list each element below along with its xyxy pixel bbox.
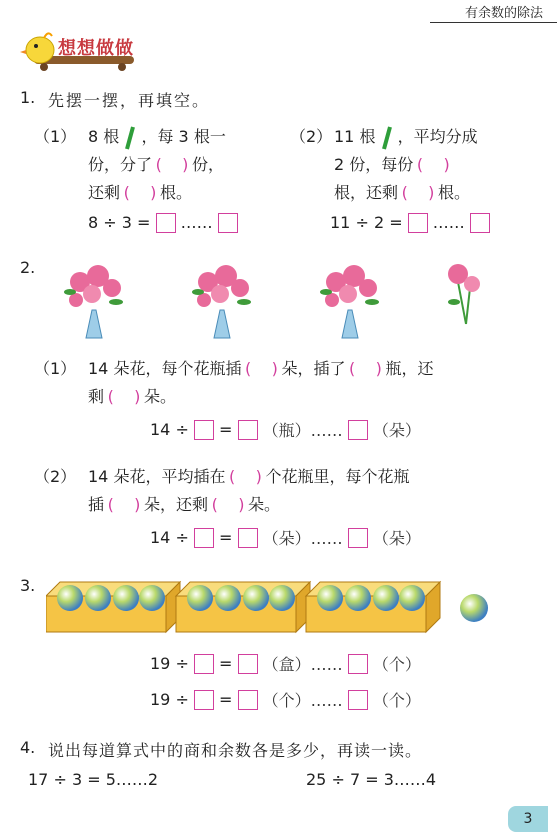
page-number: 3 [508, 806, 548, 832]
section-title: 想想做做 [58, 38, 134, 59]
eq-text: 19 ÷ [150, 690, 189, 709]
eq-text: 14 ÷ [150, 420, 189, 439]
answer-box[interactable] [238, 528, 258, 548]
eq-text: 11 ÷ 2 = [330, 213, 403, 232]
blank-paren[interactable]: ( ) [211, 495, 245, 514]
q1-p1-line2 [88, 152, 224, 175]
q2-p2-line2-b: 朵，还剩 [144, 495, 209, 514]
q2-p1-tag: （1） [34, 359, 77, 378]
q2-p1-line2 [88, 384, 176, 407]
answer-box[interactable] [194, 528, 214, 548]
eq-dots: …… [432, 213, 465, 232]
q4-equation-2: 25 ÷ 7 = 3……4 [306, 770, 437, 789]
q1-p1-line1-a: 8 根 [88, 127, 120, 146]
blank-paren[interactable]: ( ) [229, 467, 262, 486]
q2-p1-line1 [88, 356, 433, 379]
answer-box[interactable] [348, 654, 368, 674]
q1-p2-line1-b: ，平均分成 [397, 127, 478, 146]
q2-p2-line2-a: 插 [88, 495, 105, 514]
q1-p2-line3-a: 根，还剩 [334, 183, 399, 202]
green-stick-icon [381, 125, 393, 151]
blank-paren[interactable]: ( ) [123, 183, 157, 202]
blank-paren[interactable]: ( ) [107, 495, 141, 514]
eq-equals: = [219, 420, 233, 439]
q1-p2-line3-b: 根。 [438, 183, 471, 202]
q2-p1-line1-c: 瓶，还 [385, 359, 434, 378]
unit-label: （朵） [372, 529, 421, 548]
q1-prompt: 先摆一摆，再填空。 [48, 91, 211, 110]
blank-paren[interactable]: ( ) [401, 183, 435, 202]
unit-label: （个） [372, 691, 421, 710]
vase-with-flowers-icon [320, 265, 379, 338]
single-ball-icon [460, 594, 488, 622]
q1-p1-equation [88, 212, 238, 233]
q2-p2-equation [150, 526, 421, 549]
q1-p2-equation [330, 212, 490, 233]
q2-p2-tag: （2） [34, 467, 77, 486]
unit-label: （个）…… [262, 691, 343, 710]
blank-paren[interactable]: ( ) [245, 359, 278, 378]
q1-number: 1. [20, 88, 36, 107]
blank-paren[interactable]: ( ) [107, 387, 141, 406]
eq-text: 14 ÷ [150, 528, 189, 547]
flower-illustration [56, 252, 536, 342]
answer-box[interactable] [194, 654, 214, 674]
q1-p1-tag: （1） [34, 127, 77, 146]
q3-equation-1 [150, 652, 421, 675]
q4-equation-1: 17 ÷ 3 = 5……2 [28, 770, 159, 789]
eq-dots: …… [180, 213, 213, 232]
q1-p2-line1-a: 11 根 [334, 127, 376, 146]
q2-p2-line1-a: 14 朵花，平均插在 [88, 467, 226, 486]
eq-equals: = [219, 690, 233, 709]
answer-box[interactable] [156, 213, 176, 233]
q2-p2-line1 [88, 464, 409, 487]
q2-p2-line2 [88, 492, 280, 515]
q4-number: 4. [20, 738, 36, 757]
vase-with-flowers-icon [64, 265, 123, 338]
vase-with-flowers-icon [192, 265, 251, 338]
q1-p2-line2-a: 2 份，每份 [334, 155, 414, 174]
answer-box[interactable] [238, 690, 258, 710]
box-of-balls-icon [306, 582, 440, 632]
unit-label: （个） [372, 655, 421, 674]
box-of-balls-icon [176, 582, 310, 632]
answer-box[interactable] [348, 528, 368, 548]
q2-p1-line1-a: 14 朵花，每个花瓶插 [88, 359, 242, 378]
answer-box[interactable] [348, 690, 368, 710]
ball-boxes-illustration [46, 576, 496, 636]
blank-paren[interactable]: ( ) [416, 155, 450, 174]
q1-p2-line2 [334, 152, 453, 175]
answer-box[interactable] [238, 420, 258, 440]
unit-label: （瓶）…… [262, 421, 343, 440]
q2-p1-line2-b: 朵。 [144, 387, 177, 406]
answer-box[interactable] [194, 420, 214, 440]
loose-flowers-icon [448, 264, 480, 324]
chapter-title: 有余数的除法 [464, 6, 543, 21]
green-stick-icon [124, 125, 136, 151]
blank-paren[interactable]: ( ) [155, 155, 189, 174]
q3-equation-2 [150, 688, 421, 711]
eq-equals: = [219, 528, 233, 547]
unit-label: （盒）…… [262, 655, 343, 674]
q1-p1-line2-a: 份，分了 [88, 155, 153, 174]
q1-p2-line3 [334, 180, 470, 203]
header-rule [430, 22, 557, 23]
q2-p1-line1-b: 朵，插了 [281, 359, 346, 378]
q1-p2-tag: （2） [290, 127, 333, 146]
q1-p1-line3 [88, 180, 192, 203]
box-of-balls-icon [46, 582, 180, 632]
q2-p2-line1-b: 个花瓶里，每个花瓶 [265, 467, 410, 486]
eq-equals: = [219, 654, 233, 673]
q2-p1-line2-a: 剩 [88, 387, 105, 406]
q1-p1-line1-b: ，每 3 根一 [141, 127, 226, 146]
q2-p1-equation [150, 418, 421, 441]
blank-paren[interactable]: ( ) [349, 359, 382, 378]
answer-box[interactable] [348, 420, 368, 440]
q1-p2-line1 [334, 124, 478, 151]
answer-box[interactable] [238, 654, 258, 674]
answer-box[interactable] [218, 213, 238, 233]
q3-number: 3. [20, 576, 36, 595]
q1-p1-line3-a: 还剩 [88, 183, 121, 202]
answer-box[interactable] [408, 213, 428, 233]
eq-text: 19 ÷ [150, 654, 189, 673]
eq-text: 8 ÷ 3 = [88, 213, 151, 232]
answer-box[interactable] [470, 213, 490, 233]
q4-prompt: 说出每道算式中的商和余数各是多少，再读一读。 [48, 741, 423, 760]
q1-p1-line3-b: 根。 [160, 183, 193, 202]
answer-box[interactable] [194, 690, 214, 710]
q1-p1-line1 [88, 124, 226, 151]
q2-p2-line2-c: 朵。 [248, 495, 281, 514]
unit-label: （朵）…… [262, 529, 343, 548]
q1-p1-line2-b: 份， [192, 155, 225, 174]
q2-number: 2. [20, 258, 36, 277]
unit-label: （朵） [372, 421, 421, 440]
